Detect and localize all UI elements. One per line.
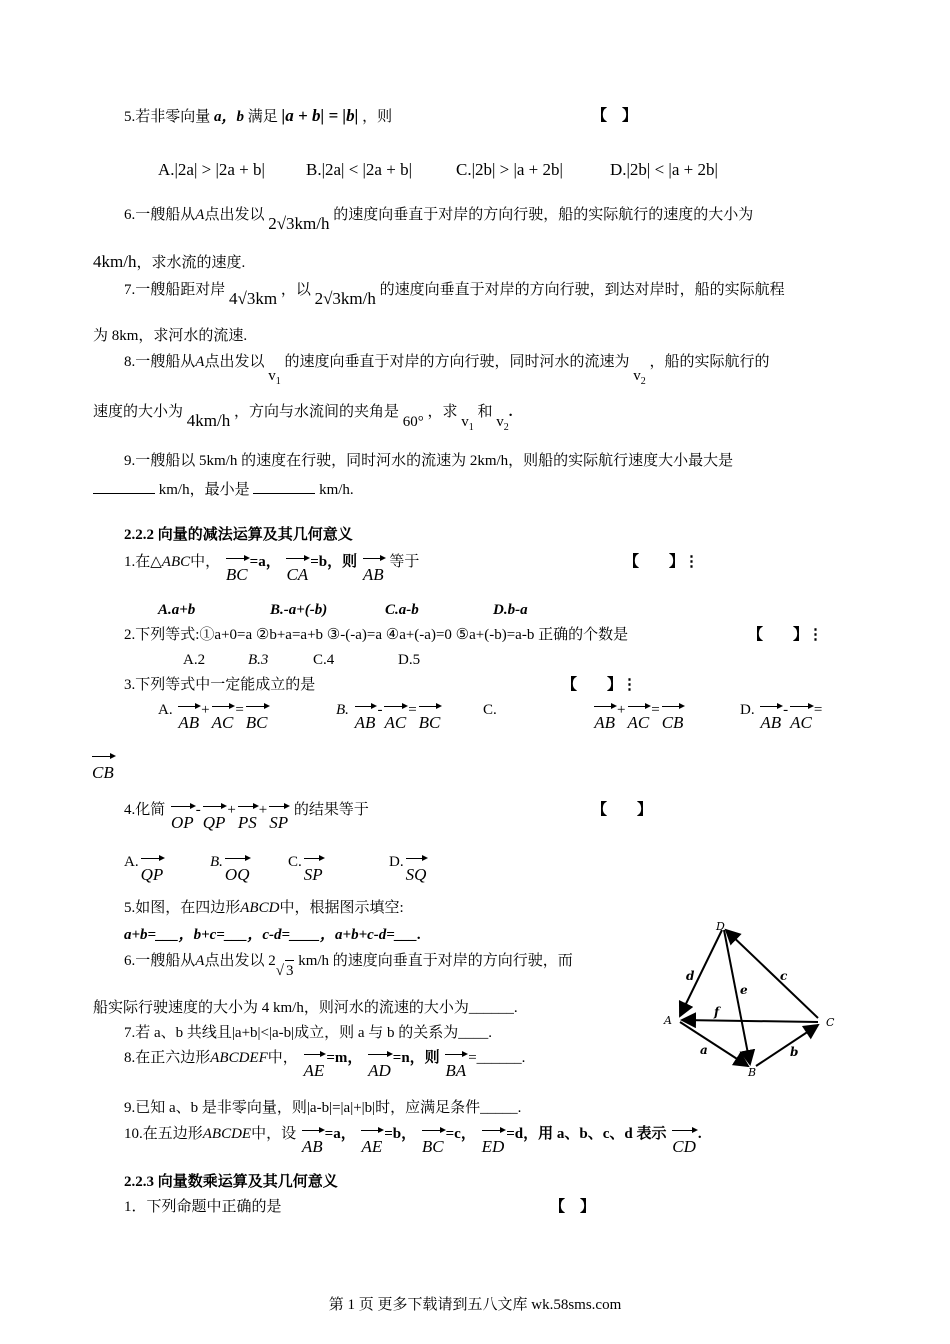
vector-ca: CA [286,553,308,585]
s3-option-b: B. AB-AC=BC [336,702,441,732]
s4-option-b: B.OQ [210,854,250,884]
quadrilateral-figure [662,918,842,1078]
s5-stem: 5.如图，在四边形ABCD中，根据图示填空: [124,900,404,916]
q5-option-a: A.|2a| > |2a + b| [158,160,265,179]
s3-option-c: C. AB+AC=CB [483,702,684,732]
section-title-222: 2.2.2 向量的减法运算及其几何意义 [124,527,353,543]
q7-line2: 为 8km，求河水的流速. [93,328,248,344]
q8-line2: 速度的大小为 4km/h ，方向与水流间的夹角是 60° ，求 $v_1$ 和 $v_2$. [93,404,513,433]
edge-f [682,1020,818,1022]
label-b: b [790,1045,799,1059]
q7-line1: 7.一艘船距对岸 4√3km ，以 2√3km/h 的速度向垂直于对岸的方向行驶，到达对岸时，船的实际航程 [124,282,785,308]
label-a: a [700,1043,708,1057]
q5-stem: 5.若非零向量 a，b 满足 |a + b| = |b| ，则 [124,106,393,125]
s7: 7.若 a、b 共线且|a+b|<|a-b|成立，则 a 与 b 的关系为____. [124,1025,493,1041]
s2-option-b: B.3 [248,652,269,668]
t1-bracket: 【 】 [550,1199,596,1215]
s2-option-a: A.2 [183,652,206,668]
s3-option-d: D. AB-AC= [740,702,823,732]
vertex-a: A [664,1014,672,1027]
page-footer: 第 1 页 更多下载请到五八文库 wk.58sms.com [328,1297,622,1313]
s4-bracket: 【 】 [592,802,653,818]
s5-line2: a+b=___，b+c=___，c-d=____，a+b+c-d=___. [124,927,422,943]
q8-line1: 8.一艘船从A点出发以 $v_1$ 的速度向垂直于对岸的方向行驶，同时河水的流速为 $v_2$ ，船的实际航行的 [124,354,770,387]
t1: 1．下列命题中正确的是 [124,1199,282,1215]
s3-options: A. AB+AC=BC [158,702,268,732]
edge-c [726,930,818,1018]
s4-options: A.QP [124,854,164,884]
s10: 10.在五边形ABCDE中，设 AB=a， AE=b， BC=c， ED=d，用 a、b、c、d 表示 CD. [124,1126,702,1156]
vector-bc: BC [226,553,248,585]
s8: 8.在正六边形ABCDEF中， AE=m， AD=n，则 BA=______. [124,1050,526,1080]
q6-line2: 4km/h，求水流的速度. [93,252,246,271]
s6-line2: 船实际行驶速度的大小为 4 km/h，则河水的流速的大小为______. [93,1000,518,1016]
q5-option-b: B.|2a| < |2a + b| [306,160,412,179]
q5-option-d: D.|2b| < |a + 2b| [610,160,718,179]
s1-option-d: D.b-a [493,602,528,618]
q6-speed: 2√3km/h [268,214,330,233]
vertex-b: B [748,1066,757,1078]
s1-option-b: B.-a+(-b) [270,602,328,618]
s3-stem: 3.下列等式中一定能成立的是 [124,677,316,693]
vector-ab: AB [363,553,384,585]
q6-line1: 6.一艘船从A点出发以 2√3km/h 的速度向垂直于对岸的方向行驶，船的实际航行的速度的大小为 [124,207,754,233]
s4-option-c: C.SP [288,854,323,884]
s2-option-c: C.4 [313,652,335,668]
q5-option-c: C.|2b| > |a + 2b| [456,160,563,179]
s1-bracket: 【 】⋮ [624,554,700,570]
s1-option-c: C.a-b [385,602,419,618]
edge-b [756,1025,818,1066]
label-f: f [714,1005,720,1019]
s1-option-a: A.a+b [158,602,196,618]
s3-bracket: 【 】⋮ [562,677,638,693]
label-e: e [740,983,748,997]
q9-blank-min[interactable] [253,479,315,494]
s2-option-d: D.5 [398,652,421,668]
s3-option-d-cont: CB [90,750,116,783]
s2-stem: 2.下列等式:①a+0=a ②b+a=a+b ③-(-a)=a ④a+(-a)=0 ⑤a+(-b)=a-b 正确的个数是 [124,627,629,643]
q9-line1: 9.一艘船以 5km/h 的速度在行驶，同时河水的流速为 2km/h，则船的实际航行速度大小最大是 [124,453,734,469]
q9-line2: km/h，最小是 km/h. [93,479,354,500]
s2-bracket: 【 】⋮ [748,627,824,643]
s9: 9.已知 a、b 是非零向量，则|a-b|=|a|+|b|时，应满足条件_____. [124,1100,522,1116]
q9-blank-max[interactable] [93,479,155,494]
label-d: d [686,969,695,983]
q5-bracket: 【 】 [592,108,638,124]
edge-a [680,1022,748,1066]
label-c: c [780,969,788,983]
s4-stem: 4.化简 OP-QP+PS+SP 的结果等于 [124,802,369,832]
s6-line1: 6.一艘船从A点出发以 2√ 3 km/h 的速度向垂直于对岸的方向行驶，而 [124,953,573,979]
section-title-223: 2.2.3 向量数乘运算及其几何意义 [124,1174,338,1190]
q5-condition: |a + b| = |b| [281,106,359,125]
vertex-d: D [716,920,725,933]
s1-stem: 1.在△ABC中， BC=a， CA=b，则 AB 等于 [124,554,420,584]
vertex-c: C [826,1016,835,1029]
s4-option-d: D.SQ [389,854,427,884]
